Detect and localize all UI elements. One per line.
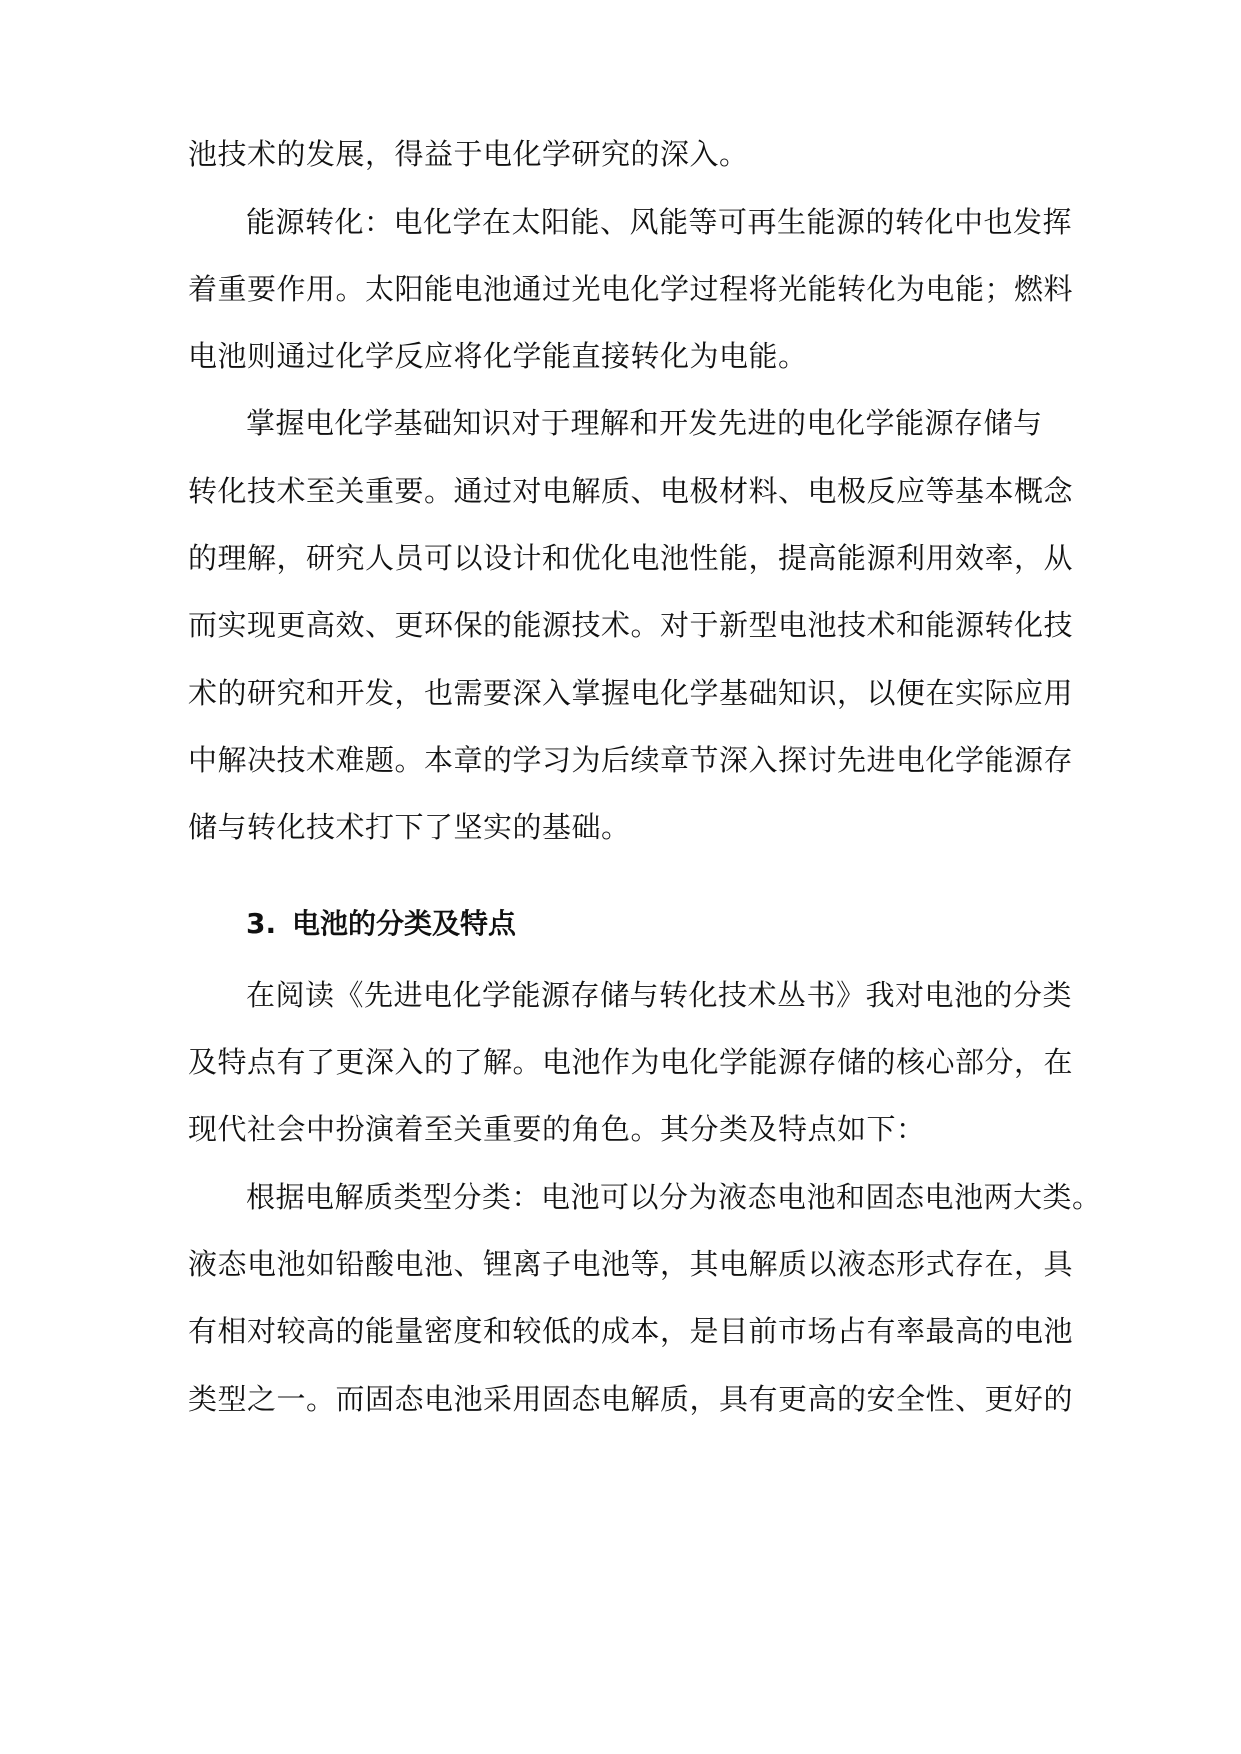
text-line-6: 转化技术至关重要。通过对电解质、电极材料、电极反应等基本概念	[188, 474, 1074, 508]
text-line-9: 术的研究和开发，也需要深入掌握电化学基础知识，以便在实际应用	[188, 676, 1074, 710]
text-line-1: 池技术的发展，得益于电化学研究的深入。	[188, 137, 749, 171]
text-line-18: 类型之一。而固态电池采用固态电解质，具有更高的安全性、更好的	[188, 1382, 1074, 1416]
text-line-8: 而实现更高效、更环保的能源技术。对于新型电池技术和能源转化技	[188, 608, 1074, 642]
text-line-3: 着重要作用。太阳能电池通过光电化学过程将光能转化为电能；燃料	[188, 272, 1074, 306]
text-line-7: 的理解，研究人员可以设计和优化电池性能，提高能源利用效率，从	[188, 541, 1074, 575]
text-line-16: 液态电池如铅酸电池、锂离子电池等，其电解质以液态形式存在，具	[188, 1247, 1074, 1281]
text-line-10: 中解决技术难题。本章的学习为后续章节深入探讨先进电化学能源存	[188, 743, 1074, 777]
text-line-5: 掌握电化学基础知识对于理解和开发先进的电化学能源存储与	[246, 406, 1043, 440]
text-line-4: 电池则通过化学反应将化学能直接转化为电能。	[188, 339, 808, 373]
text-line-12: 在阅读《先进电化学能源存储与转化技术丛书》我对电池的分类	[246, 978, 1073, 1012]
text-line-13: 及特点有了更深入的了解。电池作为电化学能源存储的核心部分，在	[188, 1045, 1074, 1079]
text-line-17: 有相对较高的能量密度和较低的成本，是目前市场占有率最高的电池	[188, 1314, 1074, 1348]
text-line-2: 能源转化：电化学在太阳能、风能等可再生能源的转化中也发挥	[246, 205, 1073, 239]
section-heading	[246, 904, 1046, 944]
text-line-11: 储与转化技术打下了坚实的基础。	[188, 810, 631, 844]
section-number: 3.	[246, 907, 277, 940]
text-line-14: 现代社会中扮演着至关重要的角色。其分类及特点如下：	[188, 1112, 926, 1146]
section-title: 电池的分类及特点	[292, 907, 517, 940]
text-line-15: 根据电解质类型分类：电池可以分为液态电池和固态电池两大类。	[246, 1180, 1102, 1214]
